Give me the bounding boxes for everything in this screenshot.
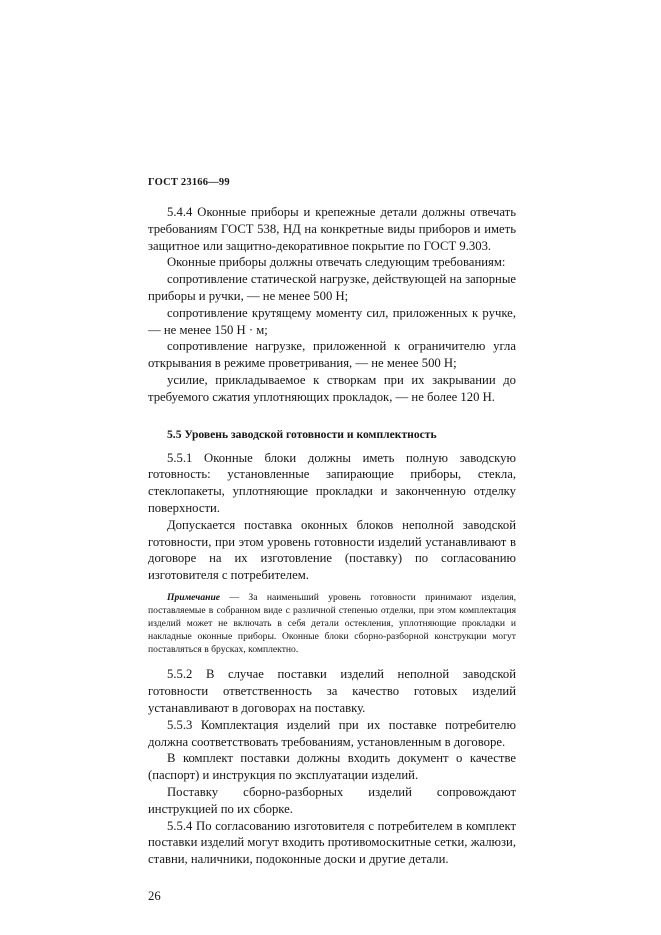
page-number: 26 [148,888,161,903]
paragraph: 5.5.2 В случае поставки изделий неполной заводской готовности ответственность за качество готовых изделий устанавливают в договорах на поставку. [148,667,516,715]
paragraph: сопротивление крутящему моменту сил, приложенных к ручке, — не менее 150 Н · м; [148,305,516,337]
document-page [148,177,516,904]
paragraph: 5.5.4 По согласованию изготовителя с потребителем в комплект поставки изделий могут входить противомоскитные сетки, жалюзи, ставни, наличники, подоконные доски и другие детали. [148,818,516,867]
paragraph: 5.4.4 Оконные приборы и крепежные детали должны отвечать требованиям ГОСТ 538, НД на конкретные виды приборов и иметь защитное или защитно-декоративное покрытие по ГОСТ 9.303. [148,205,516,253]
note-label: Примечание [167,591,221,603]
document-header: ГОСТ 23166—99 [148,177,230,188]
paragraph: Оконные приборы должны отвечать следующим требованиям: [167,255,506,270]
note-text: — За наименьший уровень готовности принимают изделия, поставляемые в собранном виде с различной степенью отделки, при этом комплектация изделий может не включать в себя детали остекления, уплотняющие прокладки и накладные оконные приборы. Оконные блоки сборно-разборной конструкции могут поставляться в брусках, комплектно. [148,591,516,656]
note [148,591,516,656]
paragraph: Поставку сборно-разборных изделий сопровождают инструкцией по их сборке. [148,784,516,816]
section-title: 5.5 Уровень заводской готовности и комплектность [167,427,437,441]
paragraph: сопротивление нагрузке, приложенной к ограничителю угла открывания в режиме проветривания, — не менее 500 Н; [148,339,516,371]
paragraph: 5.5.3 Комплектация изделий при их поставке потребителю должна соответствовать требованиям, установленным в договоре. [148,717,516,749]
paragraph: 5.5.1 Оконные блоки должны иметь полную заводскую готовность: установленные запирающие приборы, стекла, стеклопакеты, уплотняющие прокладки и законченную отделку поверхности. [148,450,516,515]
paragraph: Допускается поставка оконных блоков неполной заводской готовности, при этом уровень готовности изделий устанавливают в договоре на их изготовление (поставку) по согласованию изготовителя с потребителем. [148,517,516,583]
paragraph: усилие, прикладываемое к створкам при их закрывании до требуемого сжатия уплотняющих прокладок, — не более 120 Н. [148,372,516,404]
paragraph: сопротивление статической нагрузке, действующей на запорные приборы и ручки, — не менее 500 Н; [148,272,516,303]
paragraph: В комплект поставки должны входить документ о качестве (паспорт) и инструкция по эксплуатации изделий. [148,751,516,783]
